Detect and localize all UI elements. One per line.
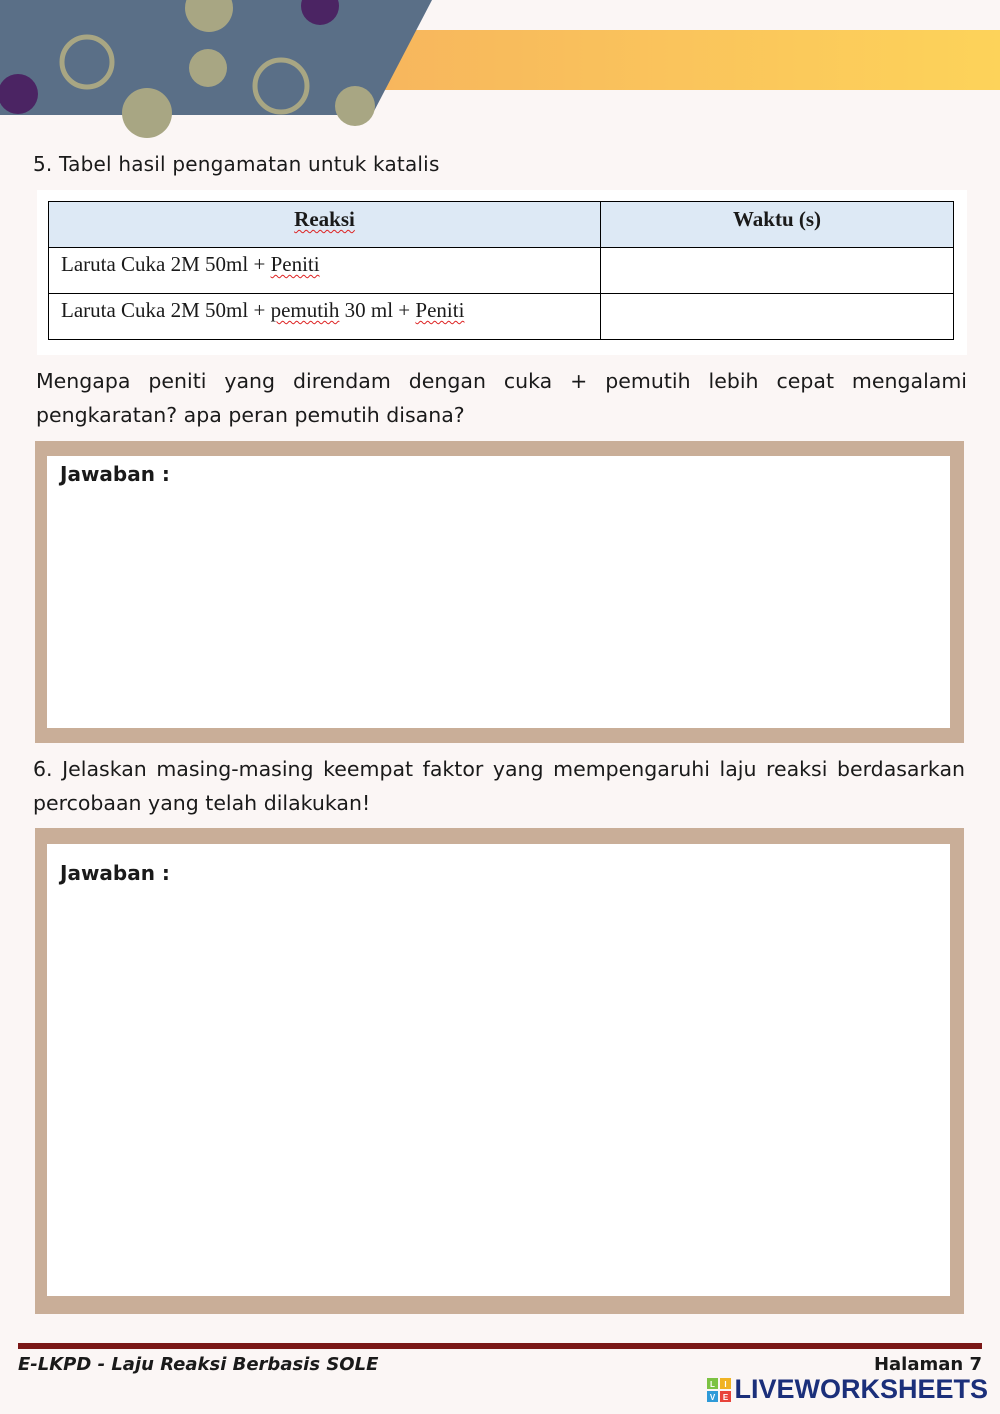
header-graphic <box>0 0 1000 140</box>
header-decoration <box>0 0 1000 140</box>
answer-label: Jawaban : <box>60 462 170 486</box>
footer-divider <box>18 1343 982 1349</box>
liveworksheets-icon <box>707 1378 731 1402</box>
table-header-reaksi: Reaksi <box>49 202 601 248</box>
svg-text:L: L <box>710 1379 716 1389</box>
answer-box-q6 <box>35 828 964 1314</box>
page-number: Halaman 7 <box>873 1354 982 1375</box>
svg-text:I: I <box>724 1379 728 1389</box>
table-row <box>49 248 954 294</box>
table-header-row <box>49 202 954 248</box>
table-cell-reaksi: Laruta Cuka 2M 50ml + Peniti <box>49 248 601 294</box>
question-5-prompt: Mengapa peniti yang direndam dengan cuka + pemutih lebih cepat mengalami pengkaratan? apa peran pemutih disana? <box>36 369 967 427</box>
svg-text:V: V <box>710 1392 716 1402</box>
observation-table <box>48 201 954 340</box>
table-cell-waktu[interactable] <box>601 248 954 294</box>
liveworksheets-logo[interactable] <box>707 1374 988 1405</box>
liveworksheets-wordmark: LIVEWORKSHEETS <box>734 1374 988 1404</box>
observation-table-card <box>37 190 967 355</box>
question-6-prompt: 6. Jelaskan masing-masing keempat faktor yang mempengaruhi laju reaksi berdasarkan percobaan yang telah dilakukan! <box>33 757 965 815</box>
question-5-title: 5. Tabel hasil pengamatan untuk katalis <box>33 152 440 176</box>
answer-box-q5 <box>35 441 964 743</box>
deco-circle-olive-large <box>122 88 172 138</box>
answer-label: Jawaban : <box>60 861 170 885</box>
deco-circle-olive-mid <box>189 49 227 87</box>
table-cell-waktu[interactable] <box>601 294 954 340</box>
svg-text:E: E <box>723 1392 729 1402</box>
answer-area-q6[interactable] <box>47 844 950 1296</box>
table-cell-reaksi: Laruta Cuka 2M 50ml + pemutih 30 ml + Peniti <box>49 294 601 340</box>
answer-area-q5[interactable] <box>47 456 950 728</box>
footer-title: E-LKPD - Laju Reaksi Berbasis SOLE <box>18 1354 379 1375</box>
header-orange-band <box>380 30 1000 90</box>
table-header-waktu: Waktu (s) <box>601 202 954 248</box>
table-row <box>49 294 954 340</box>
deco-circle-olive-right <box>335 86 375 126</box>
